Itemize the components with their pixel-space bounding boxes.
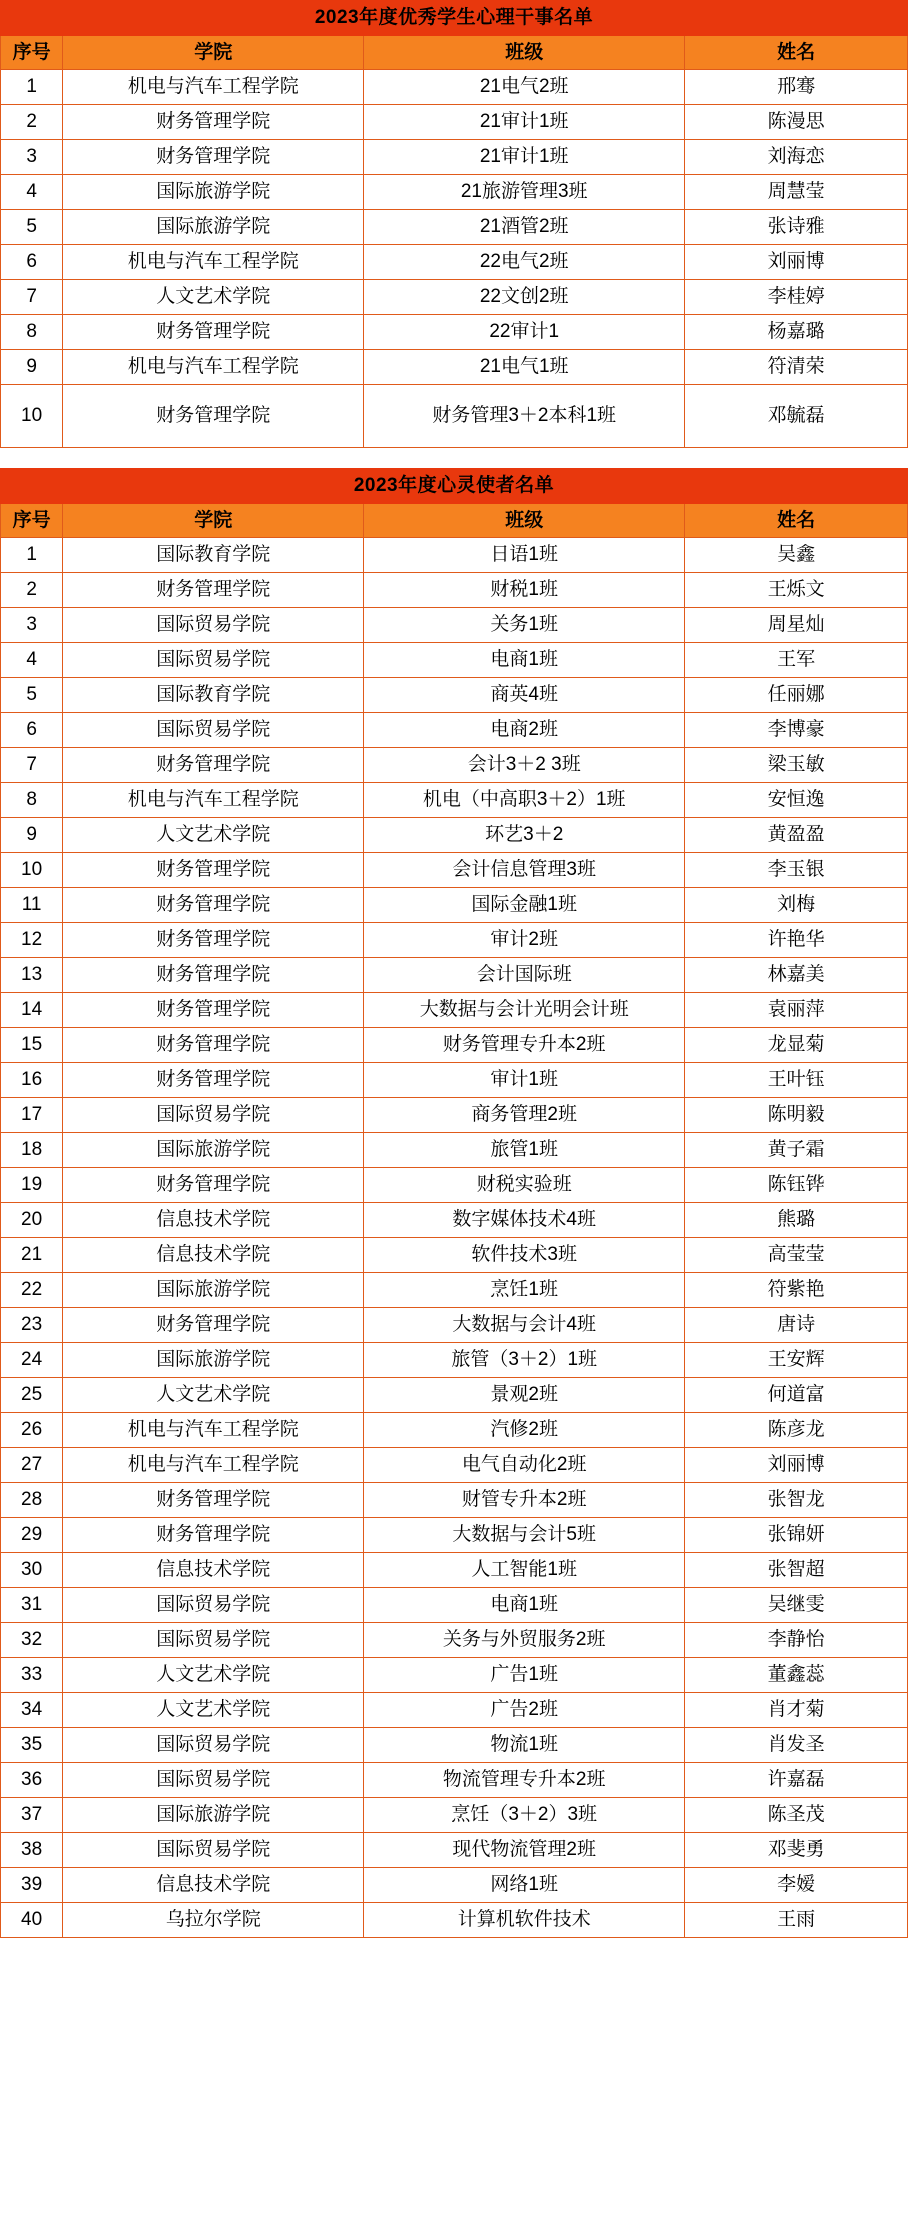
table-row xyxy=(1,1658,908,1693)
cell-college: 财务管理学院 xyxy=(63,1168,364,1203)
cell-class: 22电气2班 xyxy=(364,245,685,280)
table-row xyxy=(1,888,908,923)
table-row xyxy=(1,923,908,958)
cell-index: 25 xyxy=(1,1378,63,1413)
table-row xyxy=(1,1133,908,1168)
cell-college: 国际贸易学院 xyxy=(63,1623,364,1658)
cell-class: 计算机软件技术 xyxy=(364,1903,685,1938)
cell-name: 刘梅 xyxy=(685,888,908,923)
cell-index: 28 xyxy=(1,1483,63,1518)
table-row xyxy=(1,1203,908,1238)
cell-class: 财务管理专升本2班 xyxy=(364,1028,685,1063)
cell-name: 陈圣茂 xyxy=(685,1798,908,1833)
cell-index: 31 xyxy=(1,1588,63,1623)
table-row xyxy=(1,678,908,713)
cell-name: 王雨 xyxy=(685,1903,908,1938)
table-row xyxy=(1,993,908,1028)
cell-college: 机电与汽车工程学院 xyxy=(63,1413,364,1448)
cell-college: 国际贸易学院 xyxy=(63,1728,364,1763)
cell-class: 财务管理3＋2本科1班 xyxy=(364,385,685,448)
cell-class: 大数据与会计5班 xyxy=(364,1518,685,1553)
cell-college: 人文艺术学院 xyxy=(63,1693,364,1728)
cell-index: 36 xyxy=(1,1763,63,1798)
cell-name: 李静怡 xyxy=(685,1623,908,1658)
cell-class: 旅管1班 xyxy=(364,1133,685,1168)
table-row xyxy=(1,1168,908,1203)
cell-index: 39 xyxy=(1,1868,63,1903)
table-row xyxy=(1,573,908,608)
cell-index: 9 xyxy=(1,350,63,385)
table-row xyxy=(1,783,908,818)
cell-college: 国际教育学院 xyxy=(63,538,364,573)
cell-name: 周慧莹 xyxy=(685,175,908,210)
cell-index: 35 xyxy=(1,1728,63,1763)
cell-index: 34 xyxy=(1,1693,63,1728)
cell-index: 32 xyxy=(1,1623,63,1658)
cell-college: 财务管理学院 xyxy=(63,105,364,140)
cell-index: 16 xyxy=(1,1063,63,1098)
cell-class: 烹饪（3＋2）3班 xyxy=(364,1798,685,1833)
cell-class: 21酒管2班 xyxy=(364,210,685,245)
cell-index: 15 xyxy=(1,1028,63,1063)
cell-name: 张智超 xyxy=(685,1553,908,1588)
table-soul-messengers xyxy=(0,468,908,1938)
cell-name: 肖才菊 xyxy=(685,1693,908,1728)
cell-class: 景观2班 xyxy=(364,1378,685,1413)
cell-name: 符清荣 xyxy=(685,350,908,385)
cell-index: 10 xyxy=(1,385,63,448)
cell-college: 财务管理学院 xyxy=(63,1308,364,1343)
table-row xyxy=(1,1693,908,1728)
cell-name: 邢骞 xyxy=(685,70,908,105)
cell-class: 人工智能1班 xyxy=(364,1553,685,1588)
cell-name: 吴鑫 xyxy=(685,538,908,573)
cell-class: 旅管（3＋2）1班 xyxy=(364,1343,685,1378)
table-row xyxy=(1,818,908,853)
cell-name: 周星灿 xyxy=(685,608,908,643)
cell-college: 财务管理学院 xyxy=(63,573,364,608)
cell-index: 23 xyxy=(1,1308,63,1343)
cell-college: 国际旅游学院 xyxy=(63,1798,364,1833)
table-row xyxy=(1,385,908,448)
cell-class: 关务1班 xyxy=(364,608,685,643)
cell-class: 会计3＋2 3班 xyxy=(364,748,685,783)
cell-college: 国际贸易学院 xyxy=(63,1588,364,1623)
cell-name: 李玉银 xyxy=(685,853,908,888)
table-row xyxy=(1,538,908,573)
column-header-class: 班级 xyxy=(364,504,685,538)
table-row xyxy=(1,1378,908,1413)
table-row xyxy=(1,1098,908,1133)
cell-class: 日语1班 xyxy=(364,538,685,573)
cell-college: 国际旅游学院 xyxy=(63,175,364,210)
cell-index: 20 xyxy=(1,1203,63,1238)
cell-name: 董鑫蕊 xyxy=(685,1658,908,1693)
table-row xyxy=(1,1483,908,1518)
cell-name: 张智龙 xyxy=(685,1483,908,1518)
table-body-1 xyxy=(1,1,908,448)
cell-index: 2 xyxy=(1,105,63,140)
table-row xyxy=(1,1518,908,1553)
cell-index: 11 xyxy=(1,888,63,923)
table-row xyxy=(1,1763,908,1798)
cell-class: 大数据与会计4班 xyxy=(364,1308,685,1343)
cell-name: 陈钰铧 xyxy=(685,1168,908,1203)
cell-index: 18 xyxy=(1,1133,63,1168)
cell-college: 财务管理学院 xyxy=(63,1063,364,1098)
cell-class: 大数据与会计光明会计班 xyxy=(364,993,685,1028)
table-row xyxy=(1,1343,908,1378)
cell-name: 张诗雅 xyxy=(685,210,908,245)
cell-college: 人文艺术学院 xyxy=(63,280,364,315)
table-row xyxy=(1,1448,908,1483)
cell-index: 6 xyxy=(1,713,63,748)
table-row xyxy=(1,140,908,175)
table-row xyxy=(1,1238,908,1273)
table-row xyxy=(1,1588,908,1623)
cell-college: 财务管理学院 xyxy=(63,923,364,958)
column-header-index: 序号 xyxy=(1,36,63,70)
table-body-2 xyxy=(1,469,908,1938)
cell-index: 26 xyxy=(1,1413,63,1448)
cell-index: 40 xyxy=(1,1903,63,1938)
cell-class: 财税1班 xyxy=(364,573,685,608)
cell-index: 37 xyxy=(1,1798,63,1833)
table-row xyxy=(1,1413,908,1448)
cell-class: 22审计1 xyxy=(364,315,685,350)
cell-index: 33 xyxy=(1,1658,63,1693)
cell-name: 杨嘉璐 xyxy=(685,315,908,350)
cell-index: 6 xyxy=(1,245,63,280)
cell-name: 任丽娜 xyxy=(685,678,908,713)
cell-class: 广告2班 xyxy=(364,1693,685,1728)
cell-class: 会计信息管理3班 xyxy=(364,853,685,888)
cell-class: 财管专升本2班 xyxy=(364,1483,685,1518)
cell-name: 陈漫思 xyxy=(685,105,908,140)
cell-college: 信息技术学院 xyxy=(63,1203,364,1238)
cell-index: 1 xyxy=(1,538,63,573)
table-title: 2023年度心灵使者名单 xyxy=(1,469,908,504)
cell-class: 21审计1班 xyxy=(364,140,685,175)
table-row xyxy=(1,853,908,888)
cell-college: 财务管理学院 xyxy=(63,1518,364,1553)
cell-name: 李博豪 xyxy=(685,713,908,748)
cell-college: 机电与汽车工程学院 xyxy=(63,350,364,385)
table-row xyxy=(1,1903,908,1938)
cell-name: 王安辉 xyxy=(685,1343,908,1378)
cell-index: 3 xyxy=(1,140,63,175)
cell-name: 肖发圣 xyxy=(685,1728,908,1763)
cell-college: 财务管理学院 xyxy=(63,958,364,993)
cell-class: 会计国际班 xyxy=(364,958,685,993)
column-header-class: 班级 xyxy=(364,36,685,70)
cell-college: 国际贸易学院 xyxy=(63,608,364,643)
cell-college: 机电与汽车工程学院 xyxy=(63,245,364,280)
cell-name: 熊璐 xyxy=(685,1203,908,1238)
table-row xyxy=(1,1308,908,1343)
cell-index: 17 xyxy=(1,1098,63,1133)
cell-class: 烹饪1班 xyxy=(364,1273,685,1308)
cell-college: 人文艺术学院 xyxy=(63,818,364,853)
cell-name: 何道富 xyxy=(685,1378,908,1413)
table-title: 2023年度优秀学生心理干事名单 xyxy=(1,1,908,36)
table-row xyxy=(1,1798,908,1833)
cell-college: 国际旅游学院 xyxy=(63,1133,364,1168)
cell-college: 国际旅游学院 xyxy=(63,210,364,245)
cell-class: 汽修2班 xyxy=(364,1413,685,1448)
cell-college: 财务管理学院 xyxy=(63,993,364,1028)
column-header-index: 序号 xyxy=(1,504,63,538)
cell-index: 10 xyxy=(1,853,63,888)
table-row xyxy=(1,1553,908,1588)
cell-college: 机电与汽车工程学院 xyxy=(63,1448,364,1483)
cell-class: 财税实验班 xyxy=(364,1168,685,1203)
cell-class: 电气自动化2班 xyxy=(364,1448,685,1483)
table-row xyxy=(1,1623,908,1658)
cell-name: 王叶钰 xyxy=(685,1063,908,1098)
cell-index: 8 xyxy=(1,315,63,350)
cell-class: 电商1班 xyxy=(364,1588,685,1623)
cell-class: 机电（中高职3＋2）1班 xyxy=(364,783,685,818)
cell-index: 4 xyxy=(1,643,63,678)
cell-index: 24 xyxy=(1,1343,63,1378)
table-row xyxy=(1,1063,908,1098)
cell-name: 陈彦龙 xyxy=(685,1413,908,1448)
cell-college: 国际旅游学院 xyxy=(63,1343,364,1378)
cell-college: 乌拉尔学院 xyxy=(63,1903,364,1938)
cell-index: 30 xyxy=(1,1553,63,1588)
table-row xyxy=(1,958,908,993)
cell-college: 国际贸易学院 xyxy=(63,1098,364,1133)
cell-index: 12 xyxy=(1,923,63,958)
cell-class: 21旅游管理3班 xyxy=(364,175,685,210)
cell-name: 符紫艳 xyxy=(685,1273,908,1308)
cell-index: 5 xyxy=(1,210,63,245)
cell-class: 21审计1班 xyxy=(364,105,685,140)
table-row xyxy=(1,70,908,105)
table-row xyxy=(1,1028,908,1063)
cell-name: 王军 xyxy=(685,643,908,678)
table-row xyxy=(1,1868,908,1903)
table-row xyxy=(1,105,908,140)
cell-name: 陈明毅 xyxy=(685,1098,908,1133)
cell-index: 7 xyxy=(1,748,63,783)
cell-name: 龙显菊 xyxy=(685,1028,908,1063)
cell-name: 刘海恋 xyxy=(685,140,908,175)
table-row xyxy=(1,713,908,748)
cell-college: 国际贸易学院 xyxy=(63,1763,364,1798)
cell-college: 财务管理学院 xyxy=(63,140,364,175)
cell-index: 7 xyxy=(1,280,63,315)
table-excellent-psych-officers xyxy=(0,0,908,448)
cell-class: 关务与外贸服务2班 xyxy=(364,1623,685,1658)
cell-name: 邓毓磊 xyxy=(685,385,908,448)
cell-college: 财务管理学院 xyxy=(63,385,364,448)
cell-college: 人文艺术学院 xyxy=(63,1378,364,1413)
table-row xyxy=(1,1833,908,1868)
column-header-college: 学院 xyxy=(63,36,364,70)
cell-college: 财务管理学院 xyxy=(63,748,364,783)
column-header-name: 姓名 xyxy=(685,36,908,70)
column-header-name: 姓名 xyxy=(685,504,908,538)
cell-class: 22文创2班 xyxy=(364,280,685,315)
table-row xyxy=(1,175,908,210)
table-row xyxy=(1,1273,908,1308)
cell-name: 李嫒 xyxy=(685,1868,908,1903)
cell-college: 财务管理学院 xyxy=(63,315,364,350)
table-title-row xyxy=(1,1,908,36)
table-row xyxy=(1,643,908,678)
cell-class: 现代物流管理2班 xyxy=(364,1833,685,1868)
cell-name: 许嘉磊 xyxy=(685,1763,908,1798)
cell-class: 软件技术3班 xyxy=(364,1238,685,1273)
cell-name: 林嘉美 xyxy=(685,958,908,993)
table-row xyxy=(1,350,908,385)
cell-name: 吴继雯 xyxy=(685,1588,908,1623)
cell-college: 国际旅游学院 xyxy=(63,1273,364,1308)
table-row xyxy=(1,315,908,350)
table-gap xyxy=(0,448,908,468)
cell-index: 2 xyxy=(1,573,63,608)
table-row xyxy=(1,280,908,315)
cell-class: 国际金融1班 xyxy=(364,888,685,923)
cell-name: 黄子霜 xyxy=(685,1133,908,1168)
cell-index: 5 xyxy=(1,678,63,713)
cell-name: 刘丽博 xyxy=(685,1448,908,1483)
cell-class: 数字媒体技术4班 xyxy=(364,1203,685,1238)
cell-name: 王烁文 xyxy=(685,573,908,608)
cell-name: 袁丽萍 xyxy=(685,993,908,1028)
cell-name: 安恒逸 xyxy=(685,783,908,818)
cell-name: 唐诗 xyxy=(685,1308,908,1343)
cell-college: 人文艺术学院 xyxy=(63,1658,364,1693)
cell-name: 刘丽博 xyxy=(685,245,908,280)
cell-class: 商务管理2班 xyxy=(364,1098,685,1133)
cell-class: 环艺3＋2 xyxy=(364,818,685,853)
cell-class: 商英4班 xyxy=(364,678,685,713)
table-row xyxy=(1,245,908,280)
cell-name: 李桂婷 xyxy=(685,280,908,315)
cell-college: 信息技术学院 xyxy=(63,1553,364,1588)
cell-college: 信息技术学院 xyxy=(63,1868,364,1903)
cell-name: 黄盈盈 xyxy=(685,818,908,853)
cell-name: 张锦妍 xyxy=(685,1518,908,1553)
cell-index: 13 xyxy=(1,958,63,993)
table-header-row xyxy=(1,504,908,538)
column-header-college: 学院 xyxy=(63,504,364,538)
cell-class: 网络1班 xyxy=(364,1868,685,1903)
cell-class: 审计1班 xyxy=(364,1063,685,1098)
cell-name: 高莹莹 xyxy=(685,1238,908,1273)
table-header-row xyxy=(1,36,908,70)
cell-class: 电商1班 xyxy=(364,643,685,678)
cell-college: 财务管理学院 xyxy=(63,1028,364,1063)
cell-name: 梁玉敏 xyxy=(685,748,908,783)
cell-index: 27 xyxy=(1,1448,63,1483)
cell-college: 国际贸易学院 xyxy=(63,643,364,678)
cell-name: 邓斐勇 xyxy=(685,1833,908,1868)
cell-class: 物流1班 xyxy=(364,1728,685,1763)
table-row xyxy=(1,608,908,643)
cell-index: 3 xyxy=(1,608,63,643)
cell-index: 4 xyxy=(1,175,63,210)
cell-class: 审计2班 xyxy=(364,923,685,958)
cell-index: 8 xyxy=(1,783,63,818)
cell-college: 信息技术学院 xyxy=(63,1238,364,1273)
cell-index: 14 xyxy=(1,993,63,1028)
cell-college: 国际贸易学院 xyxy=(63,713,364,748)
table-title-row xyxy=(1,469,908,504)
cell-college: 国际贸易学院 xyxy=(63,1833,364,1868)
cell-name: 许艳华 xyxy=(685,923,908,958)
cell-college: 财务管理学院 xyxy=(63,888,364,923)
cell-index: 29 xyxy=(1,1518,63,1553)
cell-index: 19 xyxy=(1,1168,63,1203)
cell-class: 物流管理专升本2班 xyxy=(364,1763,685,1798)
cell-college: 财务管理学院 xyxy=(63,1483,364,1518)
cell-class: 21电气1班 xyxy=(364,350,685,385)
table-row xyxy=(1,1728,908,1763)
table-row xyxy=(1,210,908,245)
cell-index: 21 xyxy=(1,1238,63,1273)
table-row xyxy=(1,748,908,783)
cell-college: 机电与汽车工程学院 xyxy=(63,783,364,818)
cell-class: 21电气2班 xyxy=(364,70,685,105)
cell-index: 9 xyxy=(1,818,63,853)
cell-index: 1 xyxy=(1,70,63,105)
cell-index: 38 xyxy=(1,1833,63,1868)
cell-class: 电商2班 xyxy=(364,713,685,748)
cell-college: 财务管理学院 xyxy=(63,853,364,888)
cell-college: 机电与汽车工程学院 xyxy=(63,70,364,105)
cell-class: 广告1班 xyxy=(364,1658,685,1693)
cell-index: 22 xyxy=(1,1273,63,1308)
cell-college: 国际教育学院 xyxy=(63,678,364,713)
